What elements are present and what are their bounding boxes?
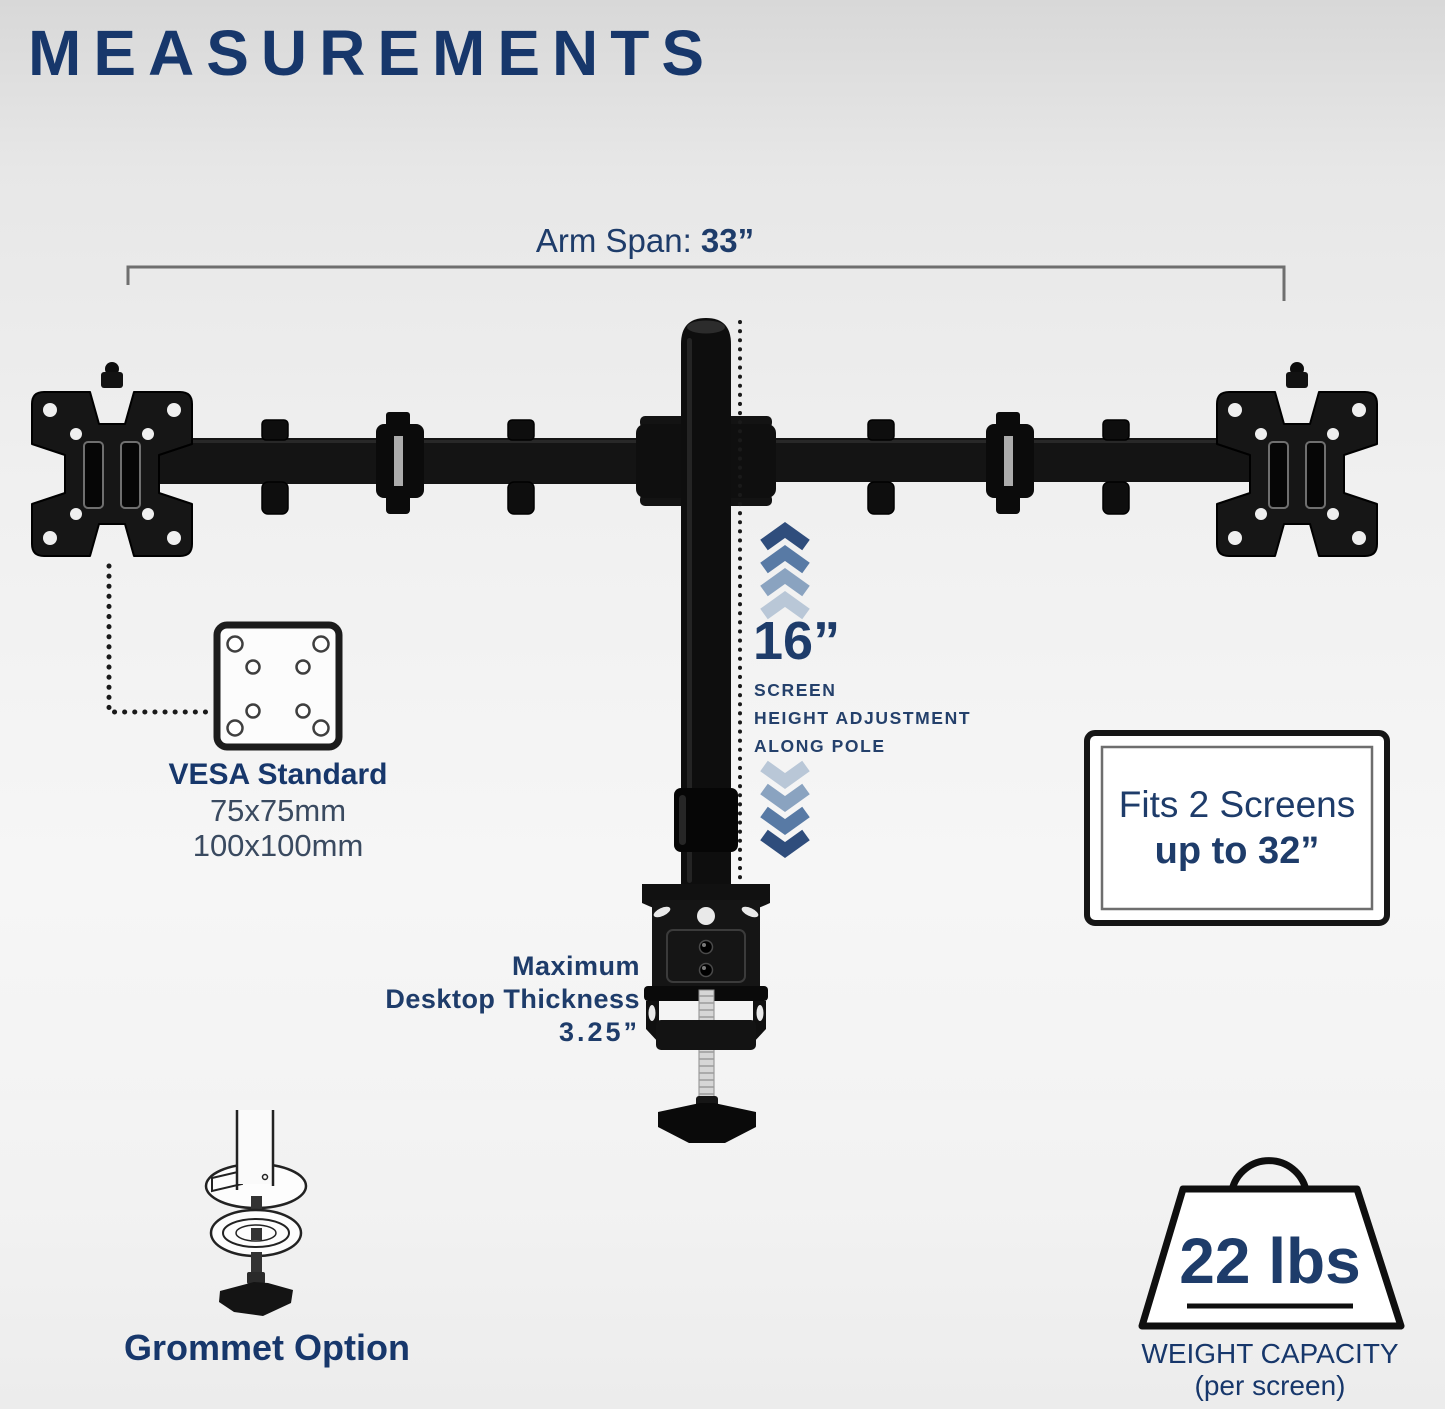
fits-screens-line1: Fits 2 Screens [1118,784,1356,825]
desktop-thickness-value: 3.25” [558,1017,640,1047]
weight-capacity-value: 22 lbs [1179,1225,1361,1297]
vesa-title: VESA Standard [168,758,388,791]
grommet-mount-icon [206,1110,306,1316]
height-caption-line1: SCREEN [754,680,837,700]
pole [674,318,738,900]
desktop-thickness-line1: Maximum [511,951,640,981]
vesa-dotted-connector [109,566,212,712]
page-title: MEASUREMENTS [28,17,717,89]
desktop-thickness-line2: Desktop Thickness [385,984,640,1014]
vesa-size-100: 100x100mm [192,828,364,863]
desktop-thickness-label [385,950,640,1049]
arm-span-text: Arm Span: [535,222,701,259]
fits-screens-label [1087,733,1387,923]
fits-screens-line2: up to 32” [1154,830,1320,872]
weight-caption-line2: (per screen) [1194,1370,1346,1401]
chevrons-up-icon [764,530,806,614]
grommet-option-label: Grommet Option [124,1327,410,1368]
desk-clamp [642,884,770,1143]
height-adjustment-caption [754,676,971,760]
height-caption-line3: ALONG POLE [754,736,886,756]
vesa-hole-pattern-icon [217,625,339,747]
vesa-standard-label [128,757,428,863]
arm-span-dimension-line [128,267,1284,301]
arm-span-value: 33” [700,222,755,259]
height-caption-line2: HEIGHT ADJUSTMENT [754,708,972,728]
height-adjustment-value: 16” [753,611,841,671]
chevrons-down-icon [764,766,806,850]
vesa-size-75: 75x75mm [209,793,347,828]
weight-caption-line1: WEIGHT CAPACITY [1141,1338,1399,1369]
arm-span-label [430,222,860,260]
weight-capacity-caption [1095,1338,1445,1402]
